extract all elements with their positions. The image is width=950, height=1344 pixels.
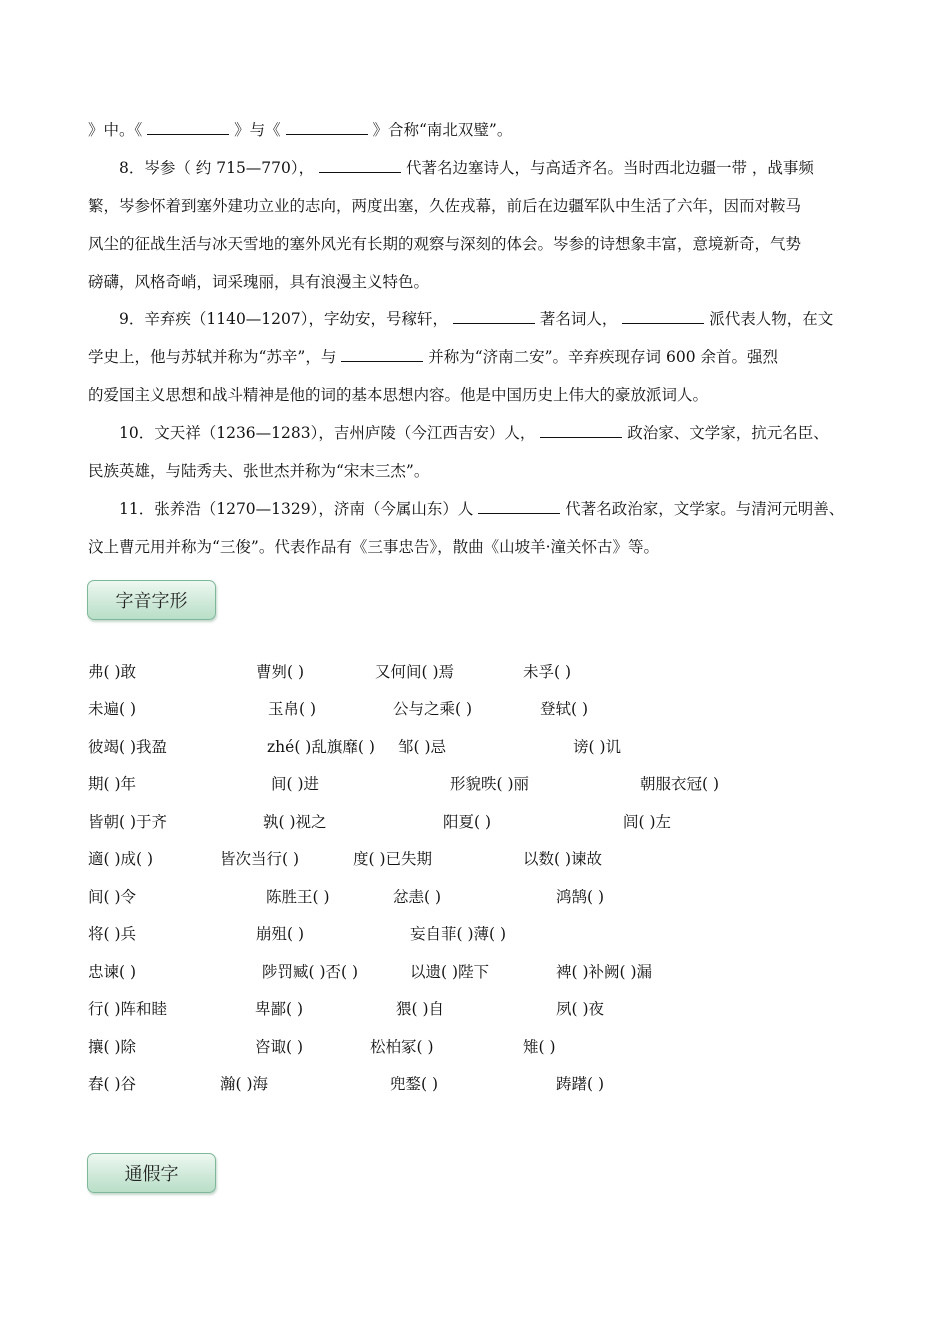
- pronunciation-item[interactable]: 忿恚( ): [393, 888, 442, 906]
- paragraph-line: 繁，岑参怀着到塞外建功立业的志向，两度出塞，久佐戎幕，前后在边疆军队中生活了六年，因而对鞍马: [88, 197, 802, 215]
- pronunciation-item[interactable]: 猥( )自: [396, 1000, 445, 1018]
- paragraph-line: 11．张养浩（1270—1329），济南（今属山东）人 代著名政治家，文学家。与清河元明善、: [119, 500, 845, 518]
- paragraph: [88, 149, 863, 301]
- pronunciation-item[interactable]: 皆朝( )于齐: [88, 813, 168, 831]
- pronunciation-item[interactable]: 陟罚臧( )否( ): [262, 963, 359, 981]
- pronunciation-item[interactable]: 形貌昳( )丽: [450, 775, 530, 793]
- fill-in-blank[interactable]: [147, 120, 229, 135]
- pronunciation-item[interactable]: 未遍( ): [88, 700, 137, 718]
- pronunciation-item[interactable]: 谤( )讥: [573, 738, 622, 756]
- pronunciation-item[interactable]: 又何间( )焉: [375, 663, 455, 681]
- pronunciation-item[interactable]: 卑鄙( ): [255, 1000, 304, 1018]
- fill-in-blank[interactable]: [341, 347, 423, 362]
- paragraph-line: 的爱国主义思想和战斗精神是他的词的基本思想内容。他是中国历史上伟大的豪放派词人。: [88, 386, 709, 404]
- pronunciation-item[interactable]: 皆次当行( ): [220, 850, 300, 868]
- paragraph: [88, 300, 863, 414]
- paragraph-line: 民族英雄，与陆秀夫、张世杰并称为“宋末三杰”。: [88, 462, 430, 480]
- pronunciation-item[interactable]: 崩殂( ): [256, 925, 305, 943]
- pronunciation-item[interactable]: 陈胜王( ): [266, 888, 330, 906]
- pronunciation-item[interactable]: 雉( ): [523, 1038, 556, 1056]
- pronunciation-item[interactable]: 期( )年: [88, 775, 137, 793]
- pronunciation-item[interactable]: 裨( )补阙( )漏: [556, 963, 653, 981]
- pronunciation-item[interactable]: 未孚( ): [523, 663, 572, 681]
- paragraph: [88, 414, 863, 490]
- pronunciation-item[interactable]: 朝服衣冠( ): [640, 775, 720, 793]
- pronunciation-item[interactable]: 将( )兵: [88, 925, 137, 943]
- paragraph-line: 风尘的征战生活与冰天雪地的塞外风光有长期的观察与深刻的体会。岑参的诗想象丰富，意境新奇，气势: [88, 235, 802, 253]
- fill-in-blank[interactable]: [540, 423, 622, 438]
- pronunciation-item[interactable]: 以数( )谏故: [523, 850, 603, 868]
- pronunciation-item[interactable]: 闾( )左: [623, 813, 672, 831]
- paragraph-line: 汶上曹元用并称为“三俊”。代表作品有《三事忠告》，散曲《山坡羊·潼关怀古》等。: [88, 538, 660, 556]
- pronunciation-item[interactable]: 兜鍪( ): [390, 1075, 439, 1093]
- fill-in-blank[interactable]: [622, 309, 704, 324]
- pronunciation-item[interactable]: 忠谏( ): [88, 963, 137, 981]
- pronunciation-item[interactable]: 孰( )视之: [263, 813, 327, 831]
- paragraph-line: 学史上，他与苏轼并称为“苏辛”，与 并称为“济南二安”。辛弃疾现存词 600 余首。强烈: [88, 348, 778, 366]
- pronunciation-item[interactable]: 適( )成( ): [88, 850, 154, 868]
- pronunciation-item[interactable]: 夙( )夜: [556, 1000, 605, 1018]
- pronunciation-item[interactable]: 阳夏( ): [443, 813, 492, 831]
- pronunciation-item[interactable]: zhé( )乱旗靡( ): [267, 738, 375, 756]
- section-heading-label: 字音字形: [115, 591, 188, 612]
- pronunciation-item[interactable]: 玉帛( ): [268, 700, 317, 718]
- fill-in-blank[interactable]: [478, 499, 560, 514]
- pronunciation-item[interactable]: 弗( )敢: [88, 663, 137, 681]
- paragraph-line: 》中。《 》与《 》合称“南北双璧”。: [88, 121, 513, 139]
- pronunciation-item[interactable]: 间( )进: [271, 775, 320, 793]
- pronunciation-item[interactable]: 鸿鹄( ): [556, 888, 605, 906]
- paragraph-line: 10．文天祥（1236—1283），吉州庐陵（今江西吉安）人， 政治家、文学家，抗元名臣、: [119, 424, 829, 442]
- section-heading-zi-yin-zi-xing: [87, 580, 216, 620]
- pronunciation-item[interactable]: 行( )阵和睦: [88, 1000, 168, 1018]
- section-heading-label: 通假字: [124, 1164, 179, 1185]
- pronunciation-item[interactable]: 舂( )谷: [88, 1075, 137, 1093]
- paragraph-line: 9．辛弃疾（1140—1207），字幼安，号稼轩， 著名词人， 派代表人物，在文: [119, 310, 834, 328]
- pronunciation-item[interactable]: 曹刿( ): [256, 663, 305, 681]
- pronunciation-item[interactable]: 公与之乘( ): [393, 700, 473, 718]
- fill-in-blank[interactable]: [286, 120, 368, 135]
- pronunciation-item[interactable]: 攘( )除: [88, 1038, 137, 1056]
- pronunciation-item[interactable]: 踌躇( ): [556, 1075, 605, 1093]
- paragraph-line: 磅礴，风格奇峭，词采瑰丽，具有浪漫主义特色。: [88, 273, 430, 291]
- pronunciation-item[interactable]: 妄自菲( )薄( ): [410, 925, 507, 943]
- paragraph-line: 8．岑参（ 约 715—770）， 代著名边塞诗人，与高适齐名。当时西北边疆一带 ，战事频: [119, 159, 814, 177]
- pronunciation-item[interactable]: 度( )已失期: [353, 850, 433, 868]
- fill-in-blank[interactable]: [319, 158, 401, 173]
- pronunciation-item[interactable]: 以遗( )陛下: [410, 963, 490, 981]
- pronunciation-item[interactable]: 彼竭( )我盈: [88, 738, 168, 756]
- pronunciation-item[interactable]: 咨诹( ): [255, 1038, 304, 1056]
- pronunciation-item[interactable]: 松柏冢( ): [370, 1038, 434, 1056]
- paragraph: [88, 111, 863, 149]
- pronunciation-item[interactable]: 间( )令: [88, 888, 137, 906]
- fill-in-blank[interactable]: [453, 309, 535, 324]
- paragraph: [88, 490, 863, 566]
- pronunciation-item[interactable]: 邹( )忌: [398, 738, 447, 756]
- section-heading-tong-jia-zi: [87, 1153, 216, 1193]
- pronunciation-item[interactable]: 瀚( )海: [220, 1075, 269, 1093]
- pronunciation-item[interactable]: 登轼( ): [540, 700, 589, 718]
